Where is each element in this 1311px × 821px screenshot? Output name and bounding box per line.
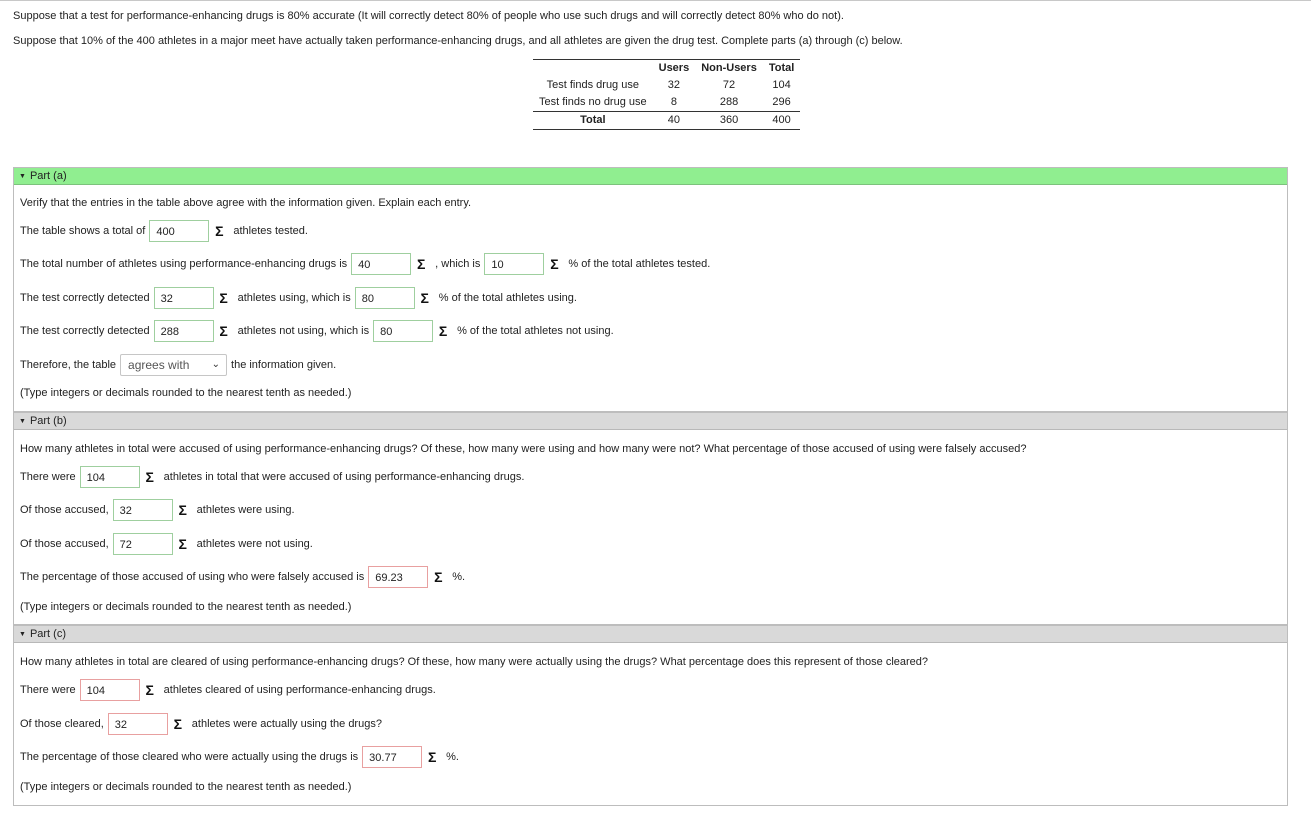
part-b-panel	[13, 412, 1288, 625]
table-row	[533, 77, 800, 94]
users-percent-input[interactable]: 10	[484, 253, 544, 275]
label-text: %.	[452, 571, 466, 583]
label-text: the information given.	[231, 359, 337, 371]
intro-line-1: Suppose that a test for performance-enhancing drugs is 80% accurate (It will correctly detect 80% of people who use such drugs and will correctly detect 80% who do not).	[13, 10, 844, 22]
part-b-line-1	[20, 465, 524, 489]
triangle-down-icon: ▼	[19, 173, 26, 180]
part-a-title: Part (a)	[29, 170, 67, 182]
agreement-select-value: agrees with	[128, 358, 190, 372]
part-b-line-3	[20, 532, 313, 556]
triangle-down-icon: ▼	[19, 631, 26, 638]
part-c-question: How many athletes in total are cleared of using performance-enhancing drugs? Of these, how many were actually using the drugs? What percentage does this represent of those cleared?	[20, 656, 929, 668]
sigma-icon[interactable]: Σ	[178, 536, 187, 552]
label-text: The total number of athletes using performance-enhancing drugs is	[20, 258, 348, 270]
part-a-panel	[13, 167, 1288, 412]
sigma-icon[interactable]: Σ	[434, 569, 443, 585]
sigma-icon[interactable]: Σ	[215, 223, 224, 239]
part-a-line-2	[20, 252, 710, 276]
part-b-line-2	[20, 498, 295, 522]
label-text: % of the total athletes tested.	[568, 258, 711, 270]
part-a-instruction: Verify that the entries in the table above agree with the information given. Explain each entry.	[20, 197, 472, 209]
accused-not-using-input[interactable]: 72	[113, 533, 173, 555]
table-cell: 288	[719, 96, 739, 108]
table-cell: 8	[670, 96, 677, 108]
accused-using-input[interactable]: 32	[113, 499, 173, 521]
table-total-row	[533, 112, 800, 130]
falsely-accused-percent-input[interactable]: 69.23	[368, 566, 428, 588]
intro-line-2: Suppose that 10% of the 400 athletes in a major meet have actually taken performance-enhancing drugs, and all athletes are given the drug test. Complete parts (a) through (c) below.	[13, 35, 903, 47]
part-c-note: (Type integers or decimals rounded to the nearest tenth as needed.)	[20, 781, 352, 793]
label-text: , which is	[435, 258, 481, 270]
label-text: There were	[20, 471, 76, 483]
table-cell: 104	[772, 79, 791, 91]
label-text: %.	[446, 751, 459, 763]
detected-users-percent-input[interactable]: 80	[355, 287, 415, 309]
detected-users-input[interactable]: 32	[154, 287, 214, 309]
sigma-icon[interactable]: Σ	[219, 290, 228, 306]
total-tested-input[interactable]: 400	[149, 220, 209, 242]
part-b-question-row	[20, 437, 1026, 461]
label-text: The test correctly detected	[20, 325, 150, 337]
sigma-icon[interactable]: Σ	[178, 502, 187, 518]
label-text: athletes in total that were accused of using performance-enhancing drugs.	[163, 471, 525, 483]
label-text: athletes using, which is	[237, 292, 351, 304]
part-a-line-3	[20, 286, 577, 310]
label-text: % of the total athletes not using.	[457, 325, 614, 337]
label-text: athletes were using.	[196, 504, 295, 516]
part-c-panel	[13, 625, 1288, 806]
table-header-cell: Users	[653, 60, 696, 78]
label-text: athletes were actually using the drugs?	[191, 718, 382, 730]
label-text: Of those cleared,	[20, 718, 104, 730]
table-cell: 40	[653, 112, 696, 130]
part-b-question: How many athletes in total were accused of using performance-enhancing drugs? Of these, how many were using and how many were not? What percentage of those accused of using were falsely accused?	[20, 443, 1027, 455]
part-b-header[interactable]	[14, 413, 1287, 430]
sigma-icon[interactable]: Σ	[427, 749, 437, 765]
table-header-cell	[533, 60, 653, 78]
part-a-header[interactable]	[14, 168, 1287, 185]
sigma-icon[interactable]: Σ	[438, 323, 448, 339]
sigma-icon[interactable]: Σ	[145, 682, 154, 698]
accused-total-input[interactable]: 104	[80, 466, 140, 488]
label-text: athletes were not using.	[196, 538, 313, 550]
part-a-note-row	[20, 381, 351, 405]
part-c-header[interactable]	[14, 626, 1287, 643]
label-text: Therefore, the table	[20, 359, 117, 371]
label-text: The percentage of those cleared who were actually using the drugs is	[20, 751, 359, 763]
table-row	[533, 94, 800, 112]
part-b-title: Part (b)	[29, 415, 67, 427]
part-a-line-1	[20, 219, 308, 243]
cleared-using-input[interactable]: 32	[108, 713, 168, 735]
cleared-total-input[interactable]: 104	[80, 679, 140, 701]
table-cell: 32	[667, 79, 681, 91]
table-cell: 296	[772, 96, 791, 108]
detected-nonusers-percent-input[interactable]: 80	[373, 320, 433, 342]
sigma-icon[interactable]: Σ	[145, 469, 154, 485]
sigma-icon[interactable]: Σ	[420, 290, 429, 306]
label-text: Of those accused,	[20, 504, 109, 516]
label-text: athletes tested.	[233, 225, 308, 237]
label-text: athletes not using, which is	[237, 325, 370, 337]
table-cell: 360	[695, 112, 763, 130]
sigma-icon[interactable]: Σ	[219, 323, 228, 339]
part-a-instruction-row	[20, 191, 471, 215]
table-header-cell: Total	[763, 60, 800, 78]
sigma-icon[interactable]: Σ	[416, 256, 426, 272]
table-header-row	[533, 60, 800, 78]
part-a-note: (Type integers or decimals rounded to the nearest tenth as needed.)	[20, 387, 352, 399]
cleared-using-percent-input[interactable]: 30.77	[362, 746, 422, 768]
part-b-note-row	[20, 595, 351, 619]
total-users-input[interactable]: 40	[351, 253, 411, 275]
table-cell: 72	[722, 79, 736, 91]
label-text: The table shows a total of	[20, 225, 146, 237]
part-c-line-2	[20, 712, 382, 736]
table-cell: 400	[763, 112, 800, 130]
top-divider	[0, 0, 1311, 1]
part-b-note: (Type integers or decimals rounded to the nearest tenth as needed.)	[20, 601, 352, 613]
part-c-note-row	[20, 775, 351, 799]
label-text: % of the total athletes using.	[438, 292, 577, 304]
chevron-down-icon: ⌄	[211, 359, 221, 370]
part-c-title: Part (c)	[29, 628, 66, 640]
part-c-line-1	[20, 678, 436, 702]
part-b-line-4	[20, 565, 465, 589]
label-text: There were	[20, 684, 76, 696]
label-text: Of those accused,	[20, 538, 109, 550]
part-a-line-4	[20, 319, 614, 343]
table-header-cell: Non-Users	[695, 60, 763, 78]
label-text: The test correctly detected	[20, 292, 150, 304]
agreement-select[interactable]	[120, 354, 227, 376]
table-row-label: Test finds drug use	[546, 79, 639, 91]
part-c-line-3	[20, 745, 459, 769]
sigma-icon[interactable]: Σ	[550, 256, 559, 272]
label-text: athletes cleared of using performance-enhancing drugs.	[163, 684, 436, 696]
part-a-line-5	[20, 353, 336, 377]
table-row-label: Test finds no drug use	[539, 96, 647, 108]
part-c-question-row	[20, 650, 928, 674]
detected-nonusers-input[interactable]: 288	[154, 320, 214, 342]
contingency-table	[533, 59, 800, 130]
table-row-label: Total	[533, 112, 653, 130]
triangle-down-icon: ▼	[19, 418, 26, 425]
sigma-icon[interactable]: Σ	[173, 716, 182, 732]
label-text: The percentage of those accused of using who were falsely accused is	[20, 571, 365, 583]
